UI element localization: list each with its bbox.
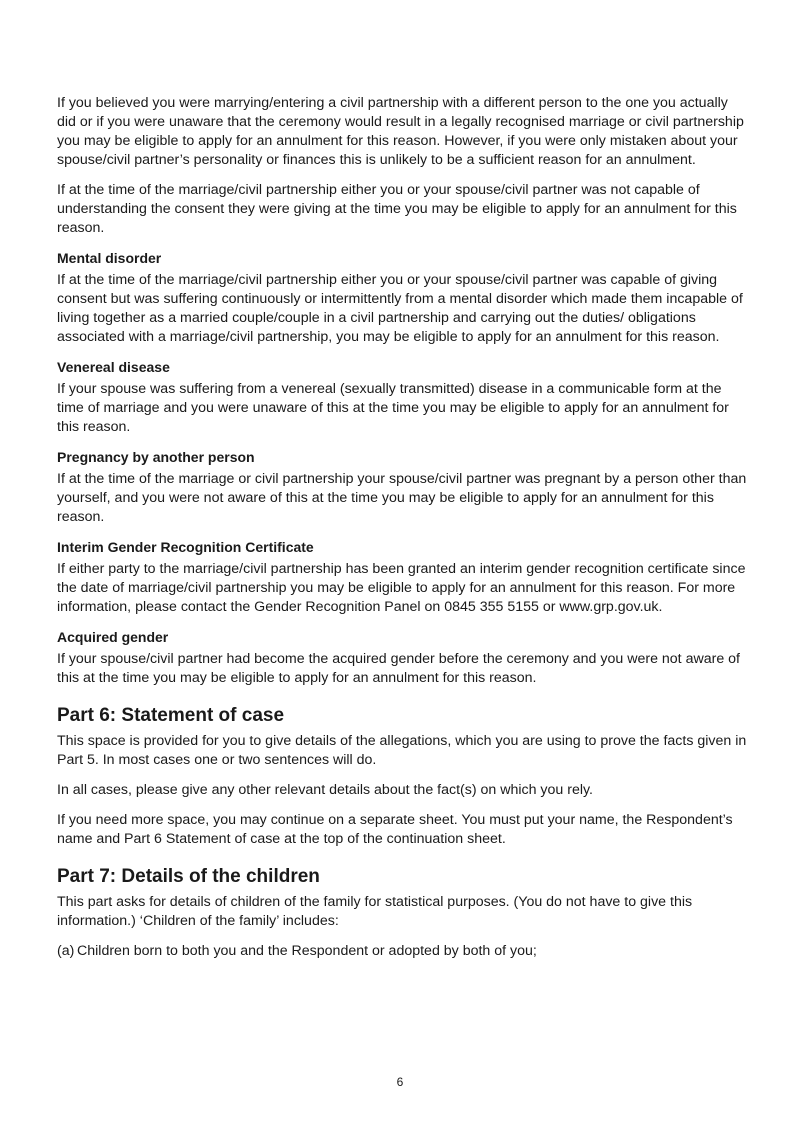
section-text: If your spouse/civil partner had become the acquired gender before the ceremony and you were not aware of this at the time you may be eligible to apply for an annulment for this reason. [57, 651, 740, 686]
list-item [57, 942, 747, 961]
section-heading: Pregnancy by another person [57, 449, 255, 465]
section-heading: Interim Gender Recognition Certificate [57, 539, 314, 555]
section-text: If either party to the marriage/civil partnership has been granted an interim gender recognition certificate since the date of marriage/civil partnership you may be eligible to apply for an annulment for this reason. For more information, please contact the Gender Recognition Panel on 0845 355 5155 or www.grp.gov.uk. [57, 561, 746, 615]
document-page [57, 94, 747, 961]
section-heading: Mental disorder [57, 250, 162, 266]
section-text: If at the time of the marriage or civil partnership your spouse/civil partner was pregnant by a person other than yourself, and you were not aware of this at the time you may be eligible to apply for an annulment for this reason. [57, 471, 747, 525]
intro-paragraph-2: If at the time of the marriage/civil partnership either you or your spouse/civil partner was not capable of understanding the consent they were giving at the time you may be eligible to apply for an annulment for this reason. [57, 182, 737, 236]
list-item-text: Children born to both you and the Respondent or adopted by both of you; [77, 943, 537, 959]
section-interim-gender-certificate [57, 538, 747, 617]
section-venereal-disease [57, 358, 747, 437]
section-mental-disorder [57, 249, 747, 347]
section-acquired-gender [57, 628, 747, 688]
part6-paragraph-2: In all cases, please give any other relevant details about the fact(s) on which you rely. [57, 782, 593, 798]
part6-paragraph-1: This space is provided for you to give details of the allegations, which you are using to prove the facts given in Part 5. In most cases one or two sentences will do. [57, 733, 747, 768]
page-number: 6 [396, 1075, 404, 1089]
section-heading: Venereal disease [57, 359, 170, 375]
part7-paragraph-1: This part asks for details of children of the family for statistical purposes. (You do not have to give this information.) ‘Children of the family’ includes: [57, 894, 693, 929]
section-heading: Acquired gender [57, 629, 169, 645]
section-text: If your spouse was suffering from a venereal (sexually transmitted) disease in a communicable form at the time of marriage and you were unaware of this at the time you may be eligible to apply for an annulment for this reason. [57, 381, 729, 435]
part6-paragraph-3: If you need more space, you may continue on a separate sheet. You must put your name, the Respondent’s name and Part 6 Statement of case at the top of the continuation sheet. [57, 812, 733, 847]
list-marker: (a) [57, 943, 75, 959]
section-pregnancy [57, 448, 747, 527]
part7-heading: Part 7: Details of the children [57, 866, 320, 887]
intro-paragraph-1: If you believed you were marrying/entering a civil partnership with a different person to the one you actually did or if you were unaware that the ceremony would result in a legally recognised marriage or civil partnership you may be eligible to apply for an annulment for this reason. However, if you were only mistaken about your spouse/civil partner’s personality or finances this is unlikely to be a sufficient reason for an annulment. [57, 95, 744, 168]
part6-heading: Part 6: Statement of case [57, 705, 285, 726]
section-text: If at the time of the marriage/civil partnership either you or your spouse/civil partner was capable of giving consent but was suffering continuously or intermittently from a mental disorder which made them incapable of living together as a married couple/couple in a civil partnership and carrying out the duties/ obligations associated with a marriage/civil partnership, you may be eligible to apply for an annulment for this reason. [57, 272, 743, 345]
